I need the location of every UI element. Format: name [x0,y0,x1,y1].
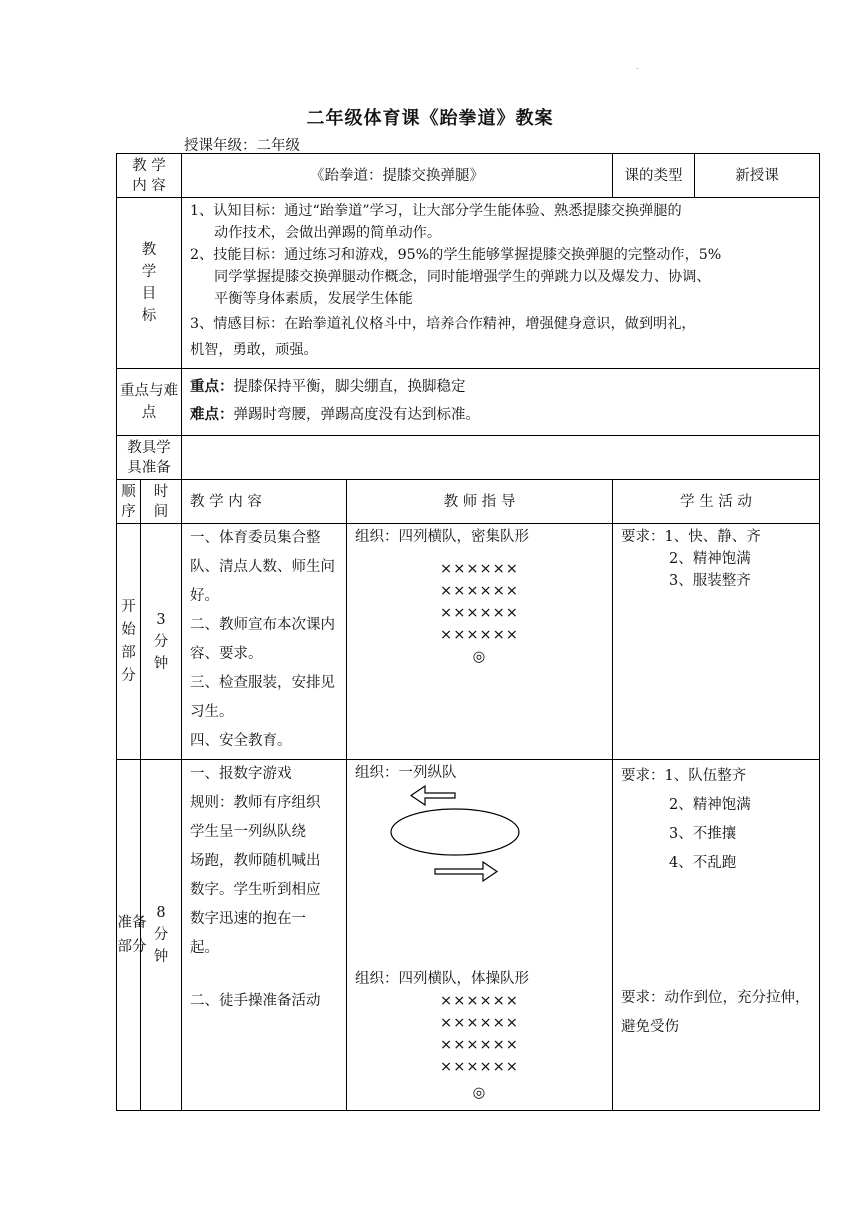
lesson-plan-table [116,153,820,1111]
prep-game-line: 场跑，教师随机喊出 [190,853,321,869]
start-content-cell [182,524,347,760]
difficulty-text: 弹踢时弯腰，弹踢高度没有达到标准。 [233,407,480,423]
prep-organization-2: 组织：四列横队，体操队形 [355,971,529,987]
type-value: 新授课 [695,154,820,198]
prep-time: 8分钟 [153,905,169,965]
prep-time-cell [141,760,182,1111]
goal-line: 1、认知目标：通过“跆拳道”学习，让大部分学生能体验、熟悉提膝交换弹腿的 [190,203,682,219]
goals-label-cell [117,198,182,369]
goal-line: 平衡等身体素质，发展学生体能 [214,291,413,307]
document-title: 二年级体育课《跆拳道》教案 [306,108,554,129]
content-header: 教 学 内 容 [182,480,347,524]
prep-requirement: 要求：1、队伍整齐 [621,768,747,784]
running-loop-diagram [355,784,535,892]
start-requirement: 3、服装整齐 [669,573,751,589]
key-points-row [117,369,820,436]
start-requirement: 要求：1、快、静、齐 [621,529,761,545]
grade-line: 授课年级：二年级 [184,138,300,154]
equipment-row [117,436,820,480]
prep-game-line: 一、报数字游戏 [190,766,292,782]
column-header-row [117,480,820,524]
formation-row: ×××××× [440,561,519,577]
formation-row: ×××××× [440,583,519,599]
time-header: 时间 [153,483,169,520]
start-section-row [117,524,820,760]
prep-teacher-cell [347,760,613,1111]
prep-game-line: 学生呈一列纵队绕 [190,824,306,840]
prep-stretch-requirement: 要求：动作到位，充分拉伸，避免受伤 [621,990,810,1035]
prep-phase-cell [117,760,147,1111]
start-content-item: 三、检查服装，安排见习生。 [190,675,335,720]
order-header-cell [117,480,141,524]
content-label-cell [117,154,182,198]
start-content-item: 一、体育委员集合整队、清点人数、师生问好。 [190,530,335,604]
start-time: 3分钟 [153,611,169,672]
start-time-cell [141,524,182,760]
start-phase: 开始部分 [121,598,136,684]
header-row [117,154,820,198]
type-label: 课的类型 [613,154,695,198]
time-header-cell [141,480,182,524]
order-header: 顺序 [121,483,136,520]
content-value: 《跆拳道：提膝交换弹腿》 [182,154,613,198]
prep-game-line: 数字。学生听到相应 [190,882,321,898]
equipment-value [182,436,820,480]
prep-exercise: 二、徒手操准备活动 [190,993,321,1009]
start-requirement: 2、精神饱满 [669,551,751,567]
goals-cell [182,198,820,369]
prep-requirement: 4、不乱跑 [669,855,737,871]
teacher-position-mark: ◎ [472,1085,487,1101]
prep-requirement: 3、不推攘 [669,826,737,842]
track-ellipse [391,809,519,855]
key-label: 重点： [190,378,234,395]
start-student-cell [613,524,820,760]
prep-phase: 准备部分 [117,915,147,955]
right-arrow [435,862,497,881]
prep-game-line: 起。 [190,940,219,956]
goals-label: 教学目标 [141,242,157,324]
start-content-item: 二、教师宣布本次课内容、要求。 [190,617,335,662]
equipment-label-cell [117,436,182,480]
goal-line: 2、技能目标：通过练习和游戏，95%的学生能够掌握提膝交换弹腿的完整动作，5% [190,247,722,263]
left-arrow [411,786,455,805]
prep-student-cell [613,760,820,1111]
key-points-label: 重点与难点 [120,383,178,421]
content-label: 教 学 内 容 [132,157,166,194]
start-formation [355,558,604,668]
goal-line: 机智，勇敢，顽强。 [190,342,318,358]
prep-formation [355,990,604,1104]
start-content-item: 四、安全教育。 [190,733,292,749]
formation-row: ×××××× [440,1015,519,1031]
formation-row: ×××××× [440,605,519,621]
prep-requirement: 2、精神饱满 [669,797,751,813]
start-organization: 组织：四列横队，密集队形 [355,529,529,545]
goal-line: 动作技术，会做出弹踢的简单动作。 [214,225,442,241]
key-points-label-cell [117,369,182,436]
prep-game-line: 数字迅速的抱在一 [190,911,306,927]
page-mark: . [636,62,639,71]
start-teacher-cell [347,524,613,760]
start-phase-cell [117,524,141,760]
student-header: 学 生 活 动 [613,480,820,524]
prep-section-row [117,760,820,1111]
prep-game-line: 规则：教师有序组织 [190,795,321,811]
teacher-header: 教 师 指 导 [347,480,613,524]
prep-organization-1: 组织：一列纵队 [355,765,457,781]
goals-row [117,198,820,369]
goal-line: 3、情感目标：在跆拳道礼仪格斗中，培养合作精神，增强健身意识，做到明礼， [190,316,696,332]
prep-content-cell [182,760,347,1111]
formation-row: ×××××× [440,1037,519,1053]
formation-row: ×××××× [440,627,519,643]
goal-line: 同学掌握提膝交换弹腿动作概念，同时能增强学生的弹跳力以及爆发力、协调、 [214,269,711,285]
key-points-cell [182,369,820,436]
equipment-label: 教具学具准备 [127,439,171,476]
key-text: 提膝保持平衡，脚尖绷直，换脚稳定 [233,379,466,395]
formation-row: ×××××× [440,993,519,1009]
teacher-position-mark: ◎ [472,649,487,665]
formation-row: ×××××× [440,1059,519,1075]
difficulty-label: 难点： [190,406,234,423]
